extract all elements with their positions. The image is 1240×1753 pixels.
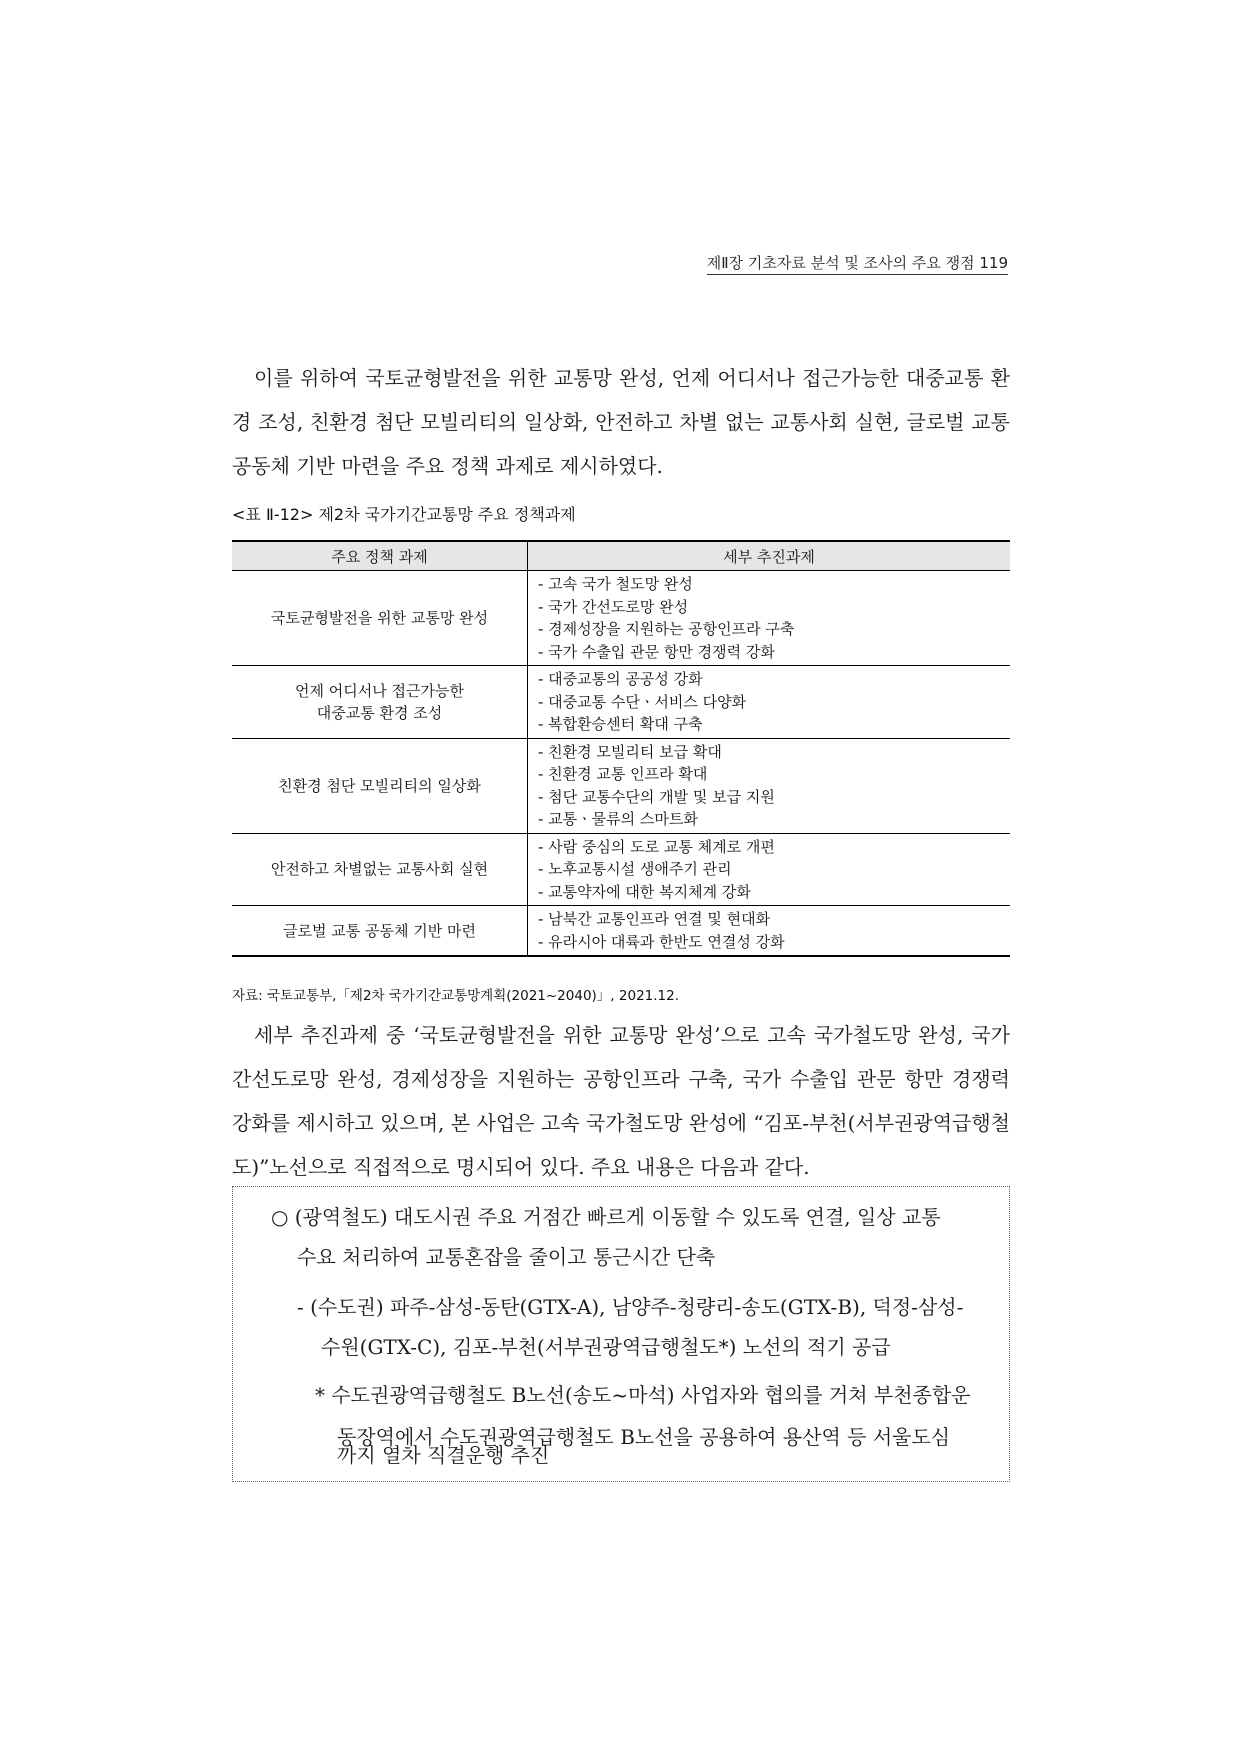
policy-task-cell: [232, 738, 528, 833]
detail-item: - 남북간 교통인프라 연결 및 현대화: [538, 910, 771, 928]
body-paragraph-1: 이를 위하여 국토균형발전을 위한 교통망 완성, 언제 어디서나 접근가능한 대중교통 환경 조성, 친환경 첨단 모빌리티의 일상화, 안전하고 차별 없는 교통사회 실현, 글로벌 교통 공동체 기반 마련을 주요 정책 과제로 제시하였다.: [232, 366, 1010, 478]
table-header-row: [232, 541, 1010, 571]
policy-details-cell: [528, 571, 1011, 666]
detail-item: - 교통약자에 대한 복지체계 강화: [538, 882, 751, 901]
table-row: [232, 906, 1010, 957]
detail-item: - 대중교통의 공공성 강화: [538, 670, 703, 688]
table-source-note: 자료: 국토교통부,「제2차 국가기간교통망계획(2021~2040)」, 2021.12.: [232, 988, 680, 1004]
detail-item: - 대중교통 수단ㆍ서비스 다양화: [538, 692, 747, 711]
column-header-details: 세부 추진과제: [528, 541, 1011, 571]
note-dash-line: - (수도권) 파주-삼성-동탄(GTX-A), 남양주-청량리-송도(GTX-B), 덕정-삼성-: [297, 1295, 964, 1319]
note-footnote-line: * 수도권광역급행철도 B노선(송도~마석) 사업자와 협의를 거쳐 부천종합운: [315, 1383, 971, 1407]
policy-task-cell: [232, 833, 528, 906]
policy-details-cell: [528, 906, 1011, 957]
table-row: [232, 571, 1010, 666]
policy-task-label: 안전하고 차별없는 교통사회 실현: [270, 860, 489, 879]
detail-item: - 교통ㆍ물류의 스마트화: [538, 810, 698, 828]
table-caption: <표 Ⅱ-12> 제2차 국가기간교통망 주요 정책과제: [232, 505, 576, 524]
detail-item: - 사람 중심의 도로 교통 체계로 개편: [538, 837, 775, 856]
detail-item: - 친환경 교통 인프라 확대: [538, 765, 708, 783]
detail-item: - 국가 간선도로망 완성: [538, 597, 689, 616]
detail-item: - 고속 국가 철도망 완성: [538, 575, 693, 593]
table-row: [232, 738, 1010, 833]
policy-details-cell: [528, 833, 1011, 906]
note-bullet-line: 수요 처리하여 교통혼잡을 줄이고 통근시간 단축: [297, 1245, 716, 1269]
policy-task-cell: [232, 906, 528, 957]
running-header-text: 제Ⅱ장 기초자료 분석 및 조사의 주요 쟁점 119: [707, 254, 1008, 275]
body-paragraph-2: 세부 추진과제 중 ‘국토균형발전을 위한 교통망 완성’으로 고속 국가철도망 완성, 국가간선도로망 완성, 경제성장을 지원하는 공항인프라 구축, 국가 수출입 관문 항만 경쟁력 강화를 제시하고 있으며, 본 사업은 고속 국가철도망 완성에 “김포-부천(서부권광역급행철도)”노선으로 직접적으로 명시되어 있다. 주요 내용은 다음과 같다.: [232, 1023, 1010, 1179]
running-header: [208, 252, 1008, 273]
summary-note-box: ○ (광역철도) 대도시권 주요 거점간 빠르게 이동할 수 있도록 연결, 일상 교통 수요 처리하여 교통혼잡을 줄이고 통근시간 단축 - (수도권) 파주-삼성-동탄(GTX-A), 남양주-청량리-송도(GTX-B), 덕정-삼성- 수원(GTX-C), 김포-부천(서부권광역급행철도*) 노선의 적기 공급 * 수도권광역급행철도 B노선(송도~마석) 사업자와 협의를 거쳐 부천종합운 동장역에서 수도권광역급행철도 B노선을 공용하여 용산역 등 서울도심 까지 열차 직결운행 추진: [232, 1186, 1010, 1482]
policy-task-label: 친환경 첨단 모빌리티의 일상화: [278, 776, 481, 795]
detail-item: - 국가 수출입 관문 항만 경쟁력 강화: [538, 642, 775, 661]
policy-details-cell: [528, 738, 1011, 833]
table-row: [232, 666, 1010, 739]
table-row: [232, 833, 1010, 906]
policy-task-cell: [232, 666, 528, 739]
detail-item: - 경제성장을 지원하는 공항인프라 구축: [538, 620, 795, 638]
detail-item: - 친환경 모빌리티 보급 확대: [538, 742, 722, 761]
detail-item: - 유라시아 대륙과 한반도 연결성 강화: [538, 932, 785, 951]
policy-table: [232, 540, 1010, 957]
detail-item: - 노후교통시설 생애주기 관리: [538, 860, 732, 878]
policy-task-label: 언제 어디서나 접근가능한: [295, 681, 464, 700]
detail-item: - 복합환승센터 확대 구축: [538, 715, 703, 733]
policy-task-label: 국토균형발전을 위한 교통망 완성: [270, 609, 489, 627]
policy-task-cell: [232, 571, 528, 666]
policy-task-label: 글로벌 교통 공동체 기반 마련: [283, 921, 476, 940]
policy-task-label: 대중교통 환경 조성: [316, 703, 443, 722]
note-dash-line: 수원(GTX-C), 김포-부천(서부권광역급행철도*) 노선의 적기 공급: [321, 1335, 891, 1359]
note-bullet-line: ○ (광역철도) 대도시권 주요 거점간 빠르게 이동할 수 있도록 연결, 일상 교통: [271, 1205, 941, 1229]
note-footnote-line: 동장역에서 수도권광역급행철도 B노선을 공용하여 용산역 등 서울도심: [337, 1425, 951, 1449]
detail-item: - 첨단 교통수단의 개발 및 보급 지원: [538, 787, 775, 806]
column-header-task: 주요 정책 과제: [232, 541, 528, 571]
policy-details-cell: [528, 666, 1011, 739]
